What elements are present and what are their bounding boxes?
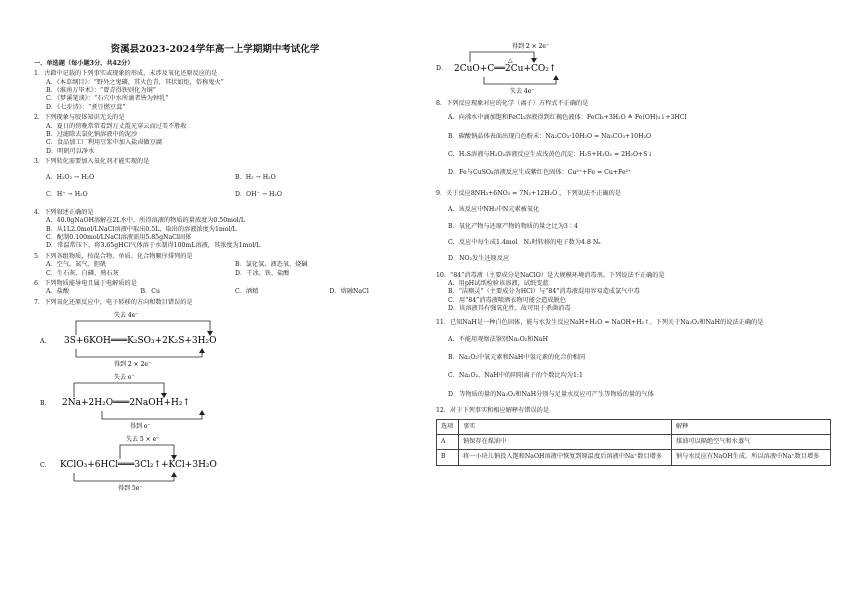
equation: 3S+6KOH═══K₂SO₃+2K₂S+3H₂O (64, 335, 217, 346)
option-c: C．配制0.100mol/LNaCl溶液需用5.85gNaCl固体 (46, 234, 192, 242)
gain-label: 得到 2 × 2e⁻ (512, 43, 550, 50)
option-b: B．Na₂O₂中氧元素和NaH中氢元素的化合价相同 (448, 354, 586, 362)
question-12 (436, 407, 831, 465)
arrow-head (171, 472, 177, 477)
option-d: D．《七步诗》：“煮豆燃豆萁” (46, 103, 126, 111)
question-stem: 6．下列物质能导电且属于电解质的是 (34, 279, 137, 287)
table-row (437, 434, 831, 449)
question-3 (34, 158, 424, 199)
loss-bracket (74, 383, 164, 397)
option-c: C．H₂S溶液与H₂O₂溶液反应生成浅黄色沉淀：H₂S+H₂O₂ = 2H₂O+S↓ (448, 151, 653, 159)
option-row (34, 261, 424, 269)
question-stem: 12．对于下列事实和相应解释有错误的是 (436, 407, 550, 415)
option-d: D．常温常压下，将3.65gHCl气体溶于水制得100mL溶液，其浓度为1mol/L (46, 242, 261, 250)
left-column (34, 44, 424, 493)
section-heading: 一、单选题（每小题3分，共42分） (34, 60, 134, 67)
equation: KClO₃+6HCl═══3Cl₂↑+KCl+3H₂O (60, 459, 217, 470)
question-10 (436, 272, 831, 314)
option-c: C．H⁺ → H₂O (46, 190, 88, 198)
option-b: B．碳酸钠晶体表面出现白色粉末：Na₂CO₃·10H₂O = Na₂CO₃+10H₂O (448, 132, 652, 140)
arrow-head (199, 348, 205, 353)
option-label-c: C． (40, 461, 51, 469)
table-header-row (437, 419, 831, 434)
option-d: D．该溶液具有强氧化性，故可用于杀菌消毒 (448, 305, 571, 313)
question-2 (34, 114, 424, 156)
table-header: 选项 (437, 419, 459, 434)
option-d: D．NO₂发生还原反应 (448, 255, 510, 263)
option-row (34, 288, 424, 296)
option-d: D．等物质的量的Na₂O₂和NaH分别与足量水反应可产生等物质的量的气体 (448, 390, 654, 398)
option-row (34, 270, 424, 278)
table-header: 解释 (672, 419, 831, 434)
option-c: C．生石灰、白磷、熟石灰 (46, 269, 119, 277)
gain-label: 得到 e⁻ (130, 422, 151, 430)
option-d: D．熔融NaCl (329, 288, 369, 296)
question-8 (436, 100, 831, 178)
question-stem: 3．下列转化需要加入氧化剂才能实现的是 (34, 157, 150, 165)
question-1 (34, 70, 424, 112)
option-c: C．酒精 (235, 288, 259, 296)
arrow-head (531, 58, 537, 63)
table-header: 事实 (459, 419, 672, 434)
gain-label: 得到 2 × 2e⁻ (114, 360, 152, 368)
option-a: A．用pH试纸检验该溶液，试纸变蓝 (448, 279, 549, 287)
option-d: D．明矾可以净水 (46, 147, 95, 155)
option-a: A．40.0gNaOH溶解在2L水中，所得溶液的物质的量浓度为0.50mol/L (46, 217, 245, 225)
option-b: B．从1L2.0mol/LNaCl溶液中取出0.5L，取出的溶液浓度为1mol/L (46, 225, 237, 233)
gain-bracket (470, 52, 534, 62)
loss-label: 失去 e⁻ (114, 373, 135, 381)
option-a: A．盐酸 (46, 288, 70, 296)
question-stem: 7．下列氧化还原反应中，电子转移的方向和数目错误的是 (34, 298, 193, 306)
table-cell: B (437, 450, 459, 465)
fact-explanation-table (436, 419, 831, 466)
electron-transfer-diagram-c (34, 431, 424, 493)
arrow-head (199, 410, 205, 415)
option-d: D．OH⁻ → H₂O (235, 190, 282, 198)
question-stem: 5．下列各组物质，按混合物、单质、化合物顺序排列的是 (34, 252, 193, 260)
gain-bracket (74, 473, 174, 481)
option-c: C．《梦溪笔谈》：“石穴中水所滴者皆为钟乳” (46, 95, 169, 103)
option-label-a: A． (40, 337, 51, 345)
question-stem: 1．古籍中记载的下列事实或现象的形成，未涉及氧化还原反应的是 (34, 70, 218, 78)
table-cell: 煤油可以隔绝空气和水蒸气 (672, 434, 831, 449)
electron-transfer-diagram-d (436, 40, 831, 98)
arrow-head (553, 75, 559, 80)
option-c: C．用“84”消毒液喷洒衣物可能会造成脱色 (448, 296, 566, 304)
option-a: A．该反应中NH₃中N元素被氧化 (448, 206, 540, 214)
electron-transfer-diagram-b (34, 369, 424, 431)
option-a: A．向沸水中滴加饱和FeCl₃溶液得到红褐色液体：FeCl₃+3H₂O ≜ Fe(OH)₃↓+3HCl (448, 114, 687, 122)
option-b: B．《淮南万毕术》：“曾青得铁则化为铜” (46, 87, 156, 95)
gain-bracket (102, 411, 202, 419)
option-b: B．Cu (140, 288, 160, 296)
option-b: B．过滤除去氯化钠溶液中的泥沙 (46, 130, 138, 138)
table-row (437, 450, 831, 465)
question-stem: 9．关于反应8NH₃+6NO₂ = 7N₂+12H₂O ，下列说法不正确的是 (436, 189, 621, 197)
table-cell: A (437, 434, 459, 449)
option-c: C．反应中每生成1.4mol N₂时转移的电子数为4.8 Nₐ (448, 238, 601, 246)
option-label-b: B． (40, 399, 51, 407)
gain-label: 得到 5e⁻ (118, 484, 143, 492)
loss-bracket (76, 321, 210, 335)
right-column (436, 40, 831, 466)
table-cell: 钠与水反应有NaOH生成，所以溶液中Na⁺数目增多 (672, 450, 831, 465)
question-5 (34, 253, 424, 278)
option-b: B．氯化氢、液态氧、烧碱 (235, 261, 308, 269)
table-cell: 钠保存在煤油中 (459, 434, 672, 449)
equation: 2CuO+C══2Cu+CO₂↑ (454, 64, 557, 74)
question-stem: 8．下列反应现象对应的化学（离子）方程式不正确的是 (436, 100, 589, 107)
table-cell: 将一小块儿钠投入饱和NaOH溶液中恢复到原温度后溶液中Na⁺数目增多 (459, 450, 672, 465)
loss-label: 失去 4e⁻ (510, 88, 535, 95)
option-a: A．《本草纲目》：“野外之鬼磷，其火色青，其状如炬，俗称鬼火” (46, 78, 224, 86)
loss-bracket (484, 77, 556, 84)
question-6 (34, 280, 424, 297)
question-stem: 10．“84”消毒液（主要成分是NaClO）是大规模环境消毒剂。下列说法不正确的是 (436, 271, 665, 279)
option-row (34, 191, 424, 199)
option-label-d: D． (436, 65, 448, 72)
option-row (34, 174, 424, 182)
loss-label: 失去 5 × e⁻ (126, 435, 160, 443)
option-a: A．空气、氮气、胆矾 (46, 261, 107, 269)
reaction-condition: △ (508, 57, 513, 64)
loss-bracket (120, 445, 174, 459)
option-d: D．Fe与CuSO₄溶液反应生成紫红色固体：Cu²⁺+Fe = Cu+Fe²⁺ (448, 169, 632, 177)
question-stem: 11．已知NaH是一种白色固体，能与水发生反应NaH+H₂O = NaOH+H₂↑。下列关于Na₂O₂和NaH的说法正确的是 (436, 319, 764, 327)
question-stem: 4．下列叙述正确的是 (34, 209, 94, 217)
question-stem: 2．下列现象与胶体知识无关的是 (34, 114, 125, 122)
option-c: C．食品加工厂利用豆浆中加入盐卤做豆腐 (46, 139, 163, 147)
exam-title: 资溪县2023-2024学年高一上学期期中考试化学 (110, 44, 320, 55)
question-7 (34, 299, 424, 493)
option-a: A．H₂O₂ → H₂O (46, 174, 95, 182)
question-11 (436, 319, 831, 399)
option-a: A．夏日的傍晚常常看到万丈霞光穿云而过美不胜收 (46, 122, 187, 130)
option-b: B．氧化产物与还原产物的物质的量之比为3∶4 (448, 222, 578, 230)
option-c: C．Na₂O₂、NaH中的阴阳离子的个数比均为1:1 (448, 372, 583, 380)
loss-label: 失去 4e⁻ (114, 311, 139, 319)
option-a: A．不能用观察法鉴别Na₂O₂和NaH (448, 335, 548, 343)
option-b: B．H₂ → H₂O (235, 174, 276, 182)
question-9 (436, 190, 831, 264)
gain-bracket (76, 349, 202, 357)
option-d: D．干冰、铁、盐酸 (235, 269, 290, 277)
electron-transfer-diagram-a (34, 307, 424, 369)
question-4 (34, 209, 424, 251)
option-b: B．“洁厕灵”（主要成分为HCl）与“84”消毒液混用容易造成氯气中毒 (448, 288, 640, 296)
equation: 2Na+2H₂O═══2NaOH+H₂↑ (62, 397, 191, 408)
